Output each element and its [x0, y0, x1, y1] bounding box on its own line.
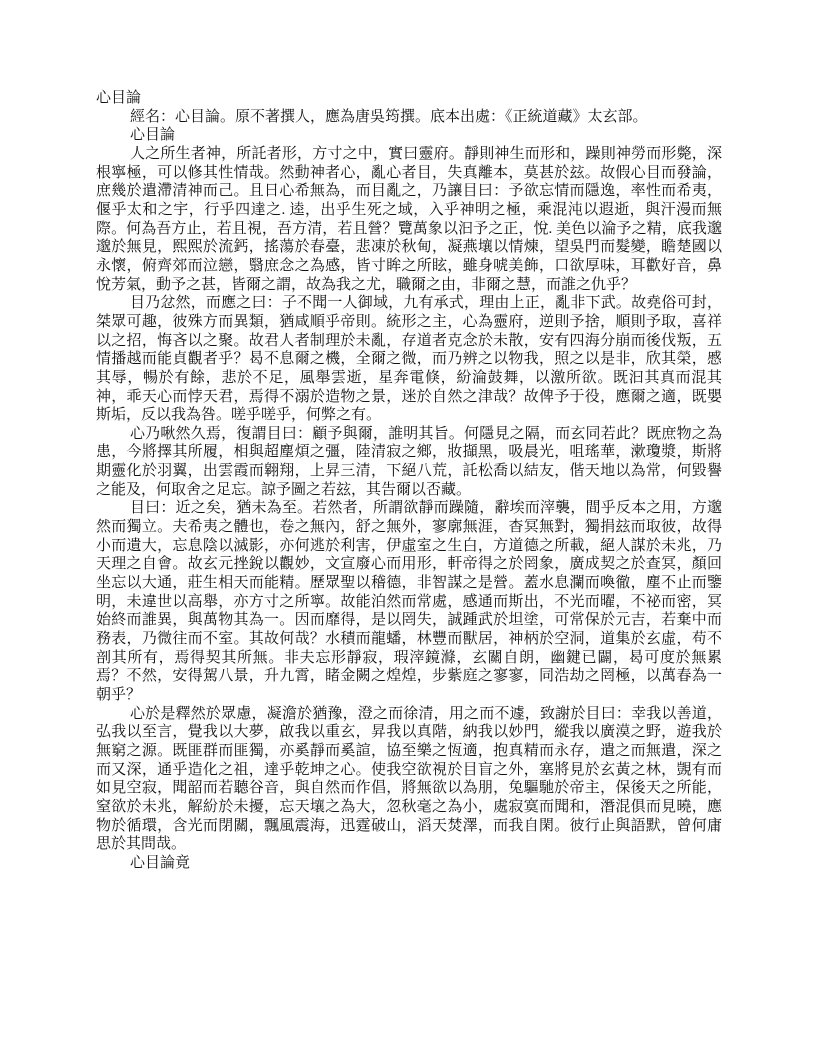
- document-title: 心目論: [96, 90, 142, 106]
- closing-line: 心目論竟: [130, 854, 191, 871]
- section-title: 心目論: [130, 127, 176, 144]
- paragraph-4: 目曰：近之矣，猶未為至。若然者，所謂欲靜而躁隨，辭埃而滓襲，間乎反本之用，方邈然而獨立。夫希夷之體也，卷之無內，舒之無外，寥廓無涯，杳冥無對，獨捐玆而取彼，故得小而遺大，忘息陰以滅影，亦何逃於利害，伊虛室之生白，方道德之所載，絕人謀於未兆，乃天理之自會。故玄元挫銳以觀妙，文宣廢心而用形，軒帝得之於罔象，廣成契之於查冥，顏回坐忘以大通，莊生相天而能精。歷眾聖以稽德，非智謀之是營。蓋水息瀾而喚徹，塵不止而鑒明，未違世以高舉，亦方寸之所寧。故能泊然而常處，感通而斯出，不光而曜，不祕而密，冥始終而誰異，與萬物其為一。因而靡得，是以罔失，誠踵武於坦塗，可常保於元吉，若棄中而務表，乃微往而不室。其故何哉？水積而龍蟠，林豐而獸居，神柄於空洞，道集於玄虛，苟不剖其所有，焉得契其所無。非夫忘形靜寂，瑕滓鏡滌，玄關自朗，幽鍵已闢，曷可度於無累焉？不然，安得駕八景，升九霄，睹金闕之煌煌，步紫庭之寥寥，同浩劫之罔極，以萬春為一朝乎？: [96, 500, 722, 703]
- paragraph-2: 目乃忿然，而應之曰：子不聞一人御域，九有承式，理由上正，亂非下武。故堯俗可封，桀眾可趣，彼殊方而異類，猶咸順乎帝則。統形之主，心為靈府，逆則予捨，順則予取，喜祥以之招，悔吝以之聚。故君人者制理於未亂，存道者克念於未散，安有四海分崩而後伐叛，五情播越而能貞觀者乎？曷不息爾之機，全爾之微，而乃辨之以物我，照之以是非，欣其榮，慼其辱，暢於有餘，悲於不足，風舉雲逝，星奔電倏，紛淪鼓舞，以激所欲。既汩其真而混其神，乖天心而悖天君，焉得不溺於造物之景，迷於自然之津哉？故俾予于役，應爾之適，既嬰斯垢，反以我為咎。嗟乎嗟乎，何弊之有。: [96, 295, 722, 424]
- paragraph-3: 心乃啾然久焉，復謂目曰：顧予與爾，誰明其旨。何隱見之隔，而玄同若此？既庶物之為患，今將擇其所履，相與超塵煩之彊，陸清寂之鄉，妝擷黑，吸晨光，咀瑤華，漱瓊漿，斯將期靈化於羽翼，出雲霞而翱翔，上昇三清，下絕八荒，託松喬以結友，偕天地以為常，何毀譽之能及，何取舍之足忘。諒予圖之若玆，其告爾以否藏。: [96, 425, 722, 498]
- paragraph-5: 心於是釋然於眾慮，凝澹於猶豫，澄之而徐清，用之而不遽，致謝於目曰：幸我以善道，弘我以至言，覺我以大夢，啟我以重玄，昇我以真階，納我以妙門，縱我以廣漠之野，遊我於無窮之源。既匪群而匪獨，亦奚靜而奚諠，協至樂之恆適，抱真精而永存，遣之而無遣，深之而又深，通乎造化之祖，達乎乾坤之心。使我空欲視於目盲之外，塞將見於玄黃之林，覬有而如見空寂，聞韶而若聽谷音，與自然而作倡，將無欲以為朋，兔驅馳於帝主，保後天之所能，窒欲於未兆，解紛於未擾，忘天壤之為大，忽秋毫之為小，處寂寞而聞和，潛混俱而見曉，應物於循環，含光而閉關，飄風震海，迅霆破山，滔天焚澤，而我自閑。彼行止與語默，曾何庸思於其問哉。: [96, 705, 722, 853]
- paragraph-1: 人之所生者神，所託者形，方寸之中，實曰靈府。靜則神生而形和，躁則神勞而形斃，深根寧極，可以修其性情哉。然動神者心，亂心者目，失真離本，莫甚於玆。故假心目而發論，庶幾於遣滯清神而己。且日心希無為，而目亂之，乃讓目曰：予欲忘情而隱逸，率性而希夷，偃乎太和之宇，行乎四達之. 逵，出乎生死之域，入乎神明之極，乘混沌以遐逝，與汗漫而無際。何為吾方止，若且視，吾方清，若且營？覽萬象以汩予之正，悅. 美色以淪予之精，底我邈邈於無見，熙熙於流鈣，搖蕩於春臺，悲凍於秋甸，凝燕壤以情煉，望吳門而髮變，瞻楚國以永懷，俯齊郊而泣戀，翳庶念之為感，皆寸眸之所眩，雖身唬美飾，口欲厚味，耳歡好音，鼻悅芳氣，動予之甚，皆爾之謂，故為我之尤，職爾之由，非爾之慧，而誰之仇乎？: [96, 145, 722, 293]
- colophon-line: 經名：心目論。原不著撰人，應為唐吳筠撰。底本出處：《正統道藏》太玄部。: [130, 108, 648, 125]
